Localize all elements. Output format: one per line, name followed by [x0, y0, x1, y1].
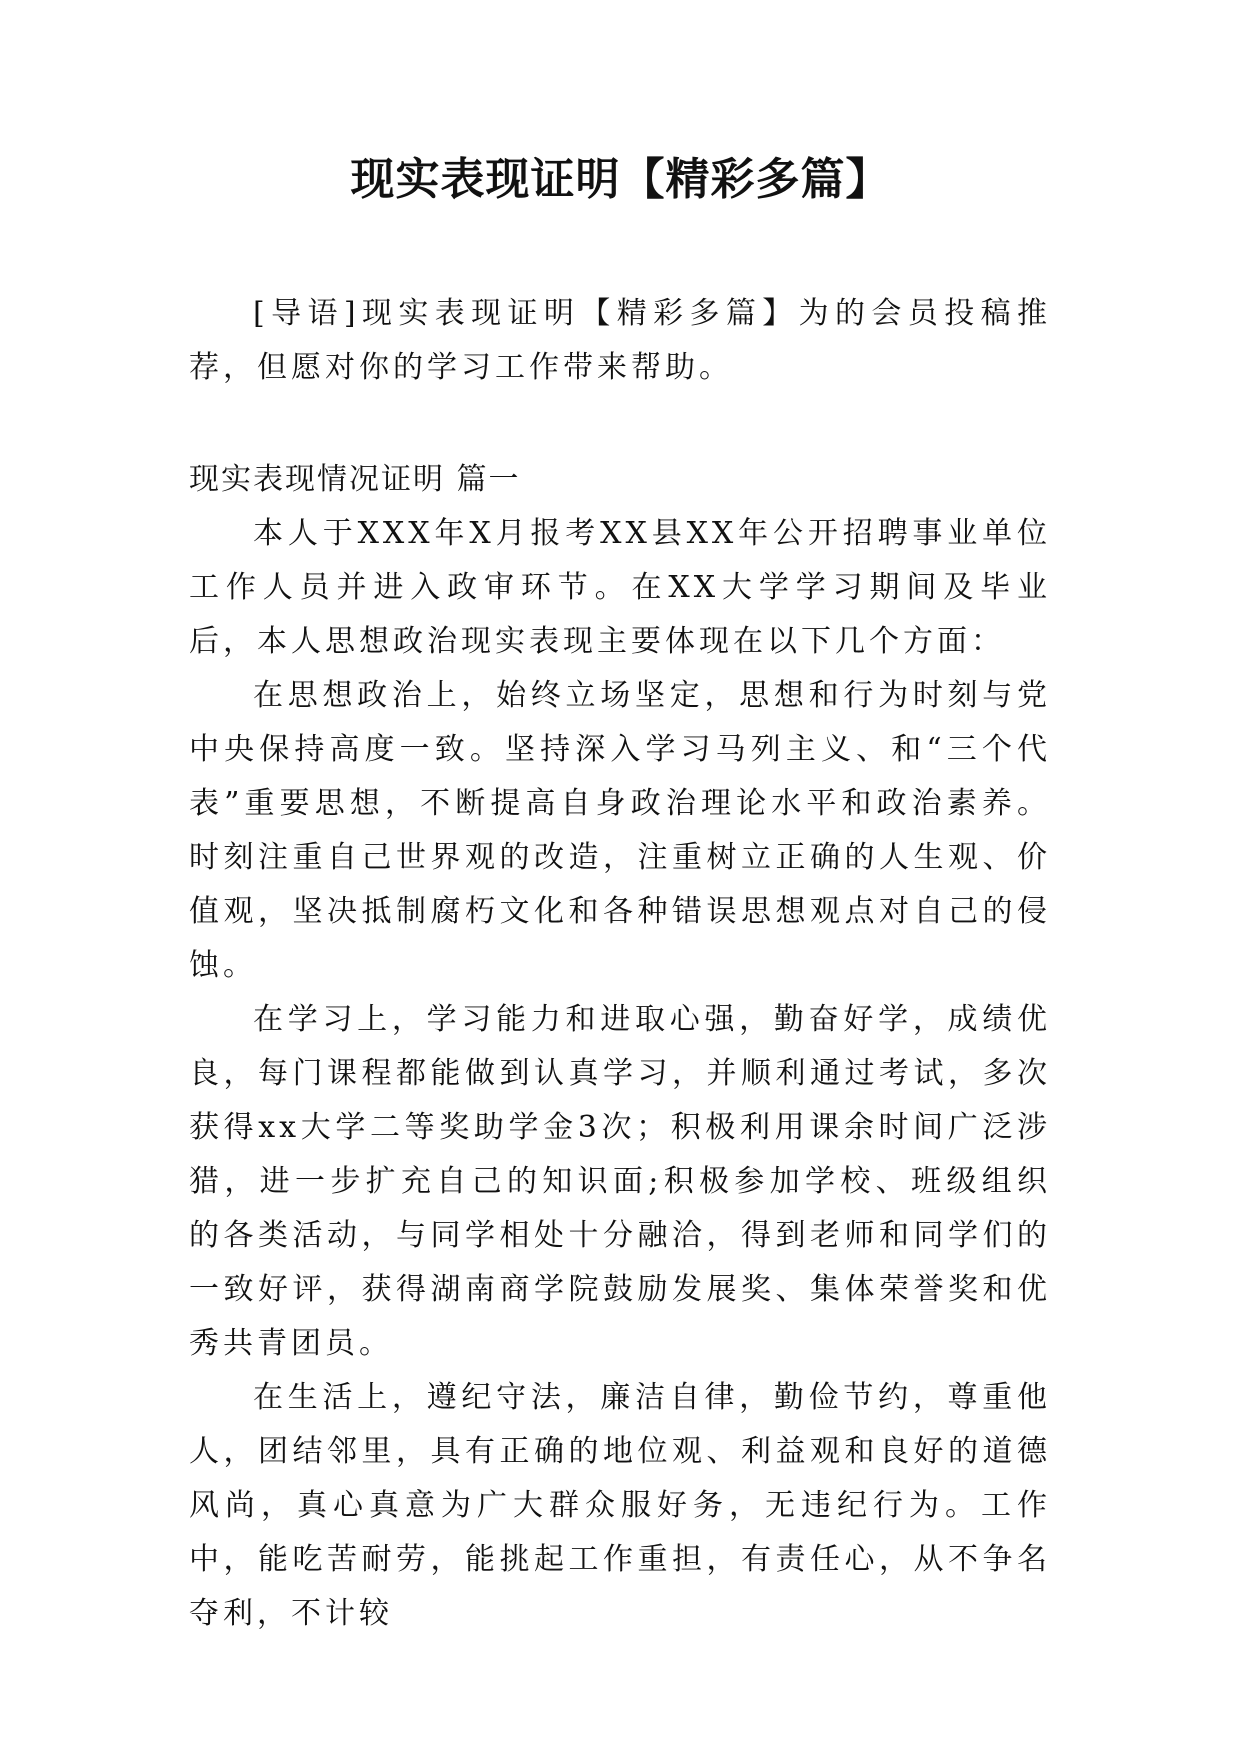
- spacer: [189, 395, 1051, 453]
- document-title: 现实表现证明【精彩多篇】: [350, 154, 891, 205]
- intro-paragraph: [导语]现实表现证明【精彩多篇】为的会员投稿推荐，但愿对你的学习工作带来帮助。: [189, 296, 1051, 385]
- body-paragraph: 本人于XXX年X月报考XX县XX年公开招聘事业单位工作人员并进入政审环节。在XX大学学习期间及毕业后，本人思想政治现实表现主要体现在以下几个方面：: [189, 516, 1051, 659]
- document-body: [189, 287, 1051, 1641]
- body-paragraph: 在思想政治上，始终立场坚定，思想和行为时刻与党中央保持高度一致。坚持深入学习马列主义、和“三个代表”重要思想，不断提高自身政治理论水平和政治素养。时刻注重自己世界观的改造，注重树立正确的人生观、价值观，坚决抵制腐朽文化和各种错误思想观点对自己的侵蚀。: [189, 678, 1051, 983]
- section-heading: 现实表现情况证明 篇一: [189, 462, 521, 497]
- body-paragraph: 在生活上，遵纪守法，廉洁自律，勤俭节约，尊重他人，团结邻里，具有正确的地位观、利益观和良好的道德风尚，真心真意为广大群众服好务，无违纪行为。工作中，能吃苦耐劳，能挑起工作重担，有责任心，从不争名夺利，不计较: [189, 1380, 1051, 1631]
- body-paragraph: 在学习上，学习能力和进取心强，勤奋好学，成绩优良，每门课程都能做到认真学习，并顺利通过考试，多次获得xx大学二等奖助学金3次；积极利用课余时间广泛涉猎，进一步扩充自己的知识面;积极参加学校、班级组织的各类活动，与同学相处十分融洽，得到老师和同学们的一致好评，获得湖南商学院鼓励发展奖、集体荣誉奖和优秀共青团员。: [189, 1002, 1051, 1361]
